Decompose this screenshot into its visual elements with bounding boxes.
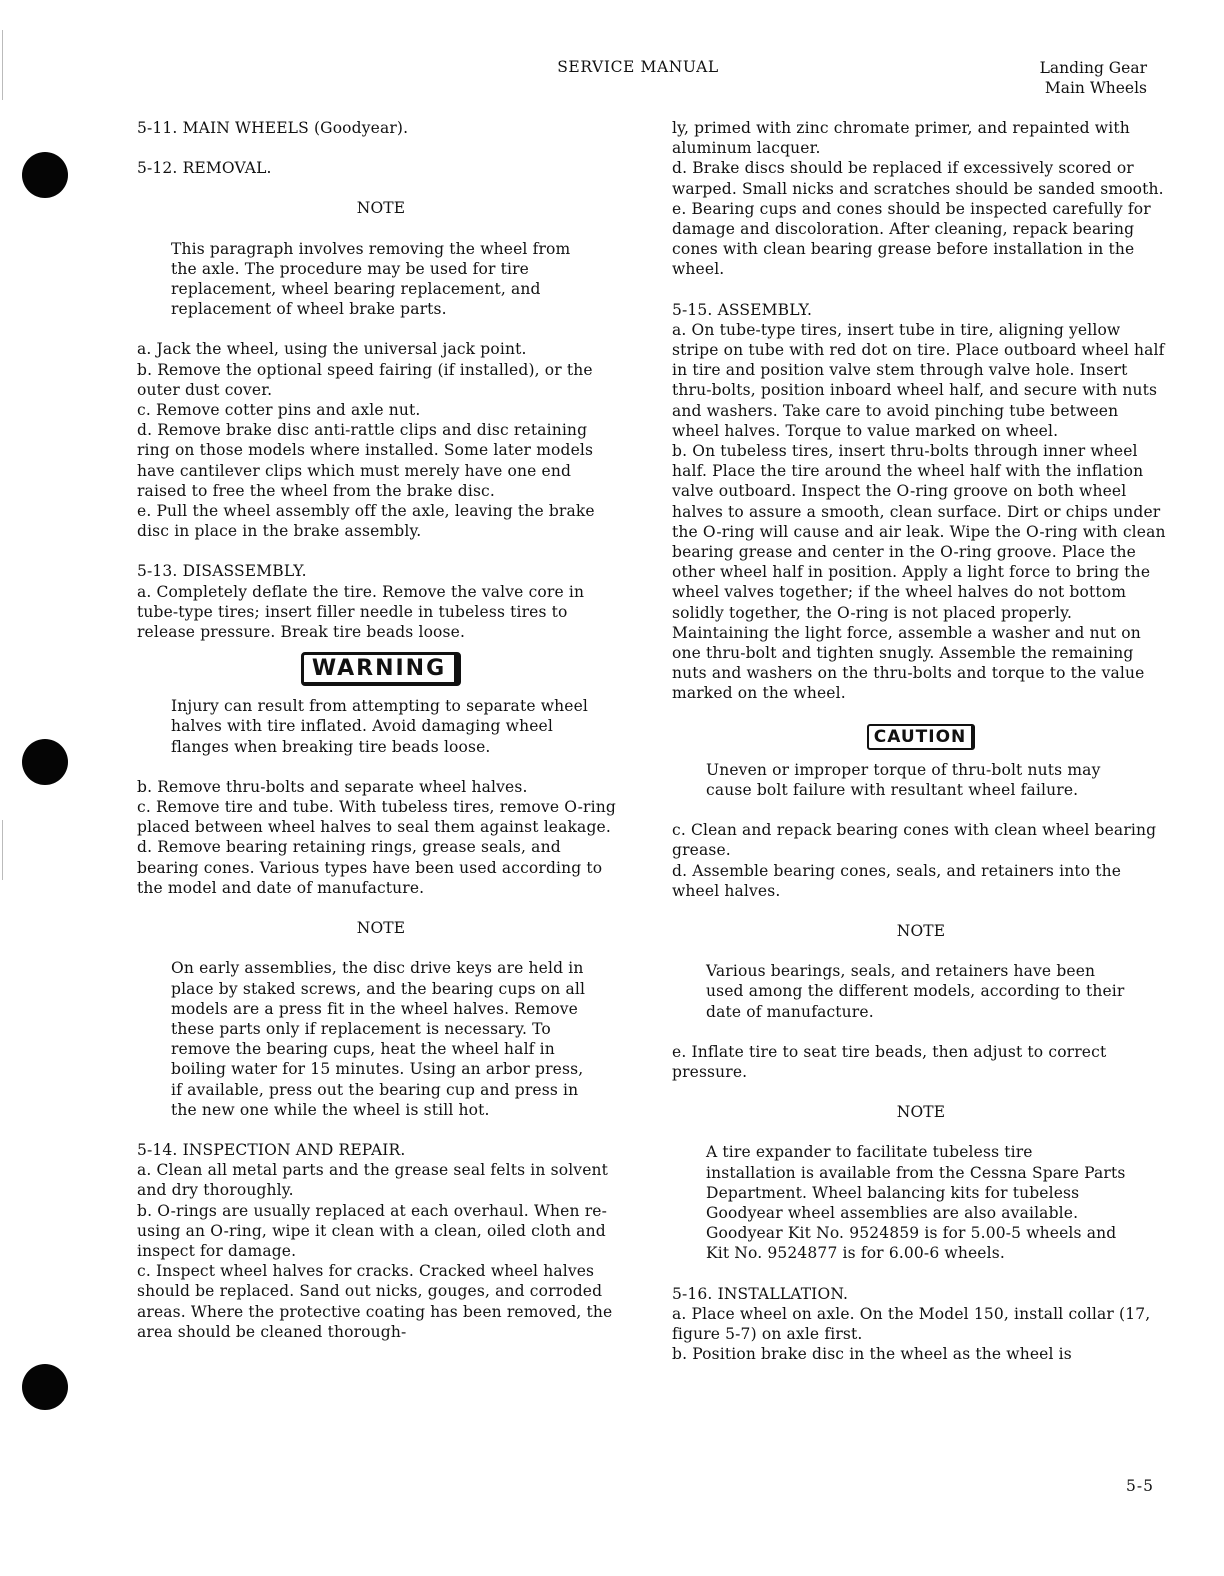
disassembly-step-d: d. Remove bearing retaining rings, grease seals, and bearing cones. Various types have been used according to the model and date of manufacture. xyxy=(137,838,603,897)
inspection-step-c-continued: ly, primed with zinc chromate primer, and repainted with aluminum lacquer. xyxy=(672,119,1130,158)
assembly-step-e: e. Inflate tire to seat tire beads, then adjust to correct pressure. xyxy=(672,1042,1107,1081)
caution-banner xyxy=(672,724,1170,750)
note-title: NOTE xyxy=(896,1103,946,1122)
note-body: A tire expander to facilitate tubeless tire installation is available from the Cessna Spare Parts Department. Wheel balancing kits for tubeless Goodyear wheel assemblies are also available. Goodyear Kit No. 9524859 is for 5.00-5 wheels and Kit No. 9524877 is for 6.00-6 wheels. xyxy=(706,1143,1126,1263)
assembly-step-c: c. Clean and repack bearing cones with clean wheel bearing grease. xyxy=(672,821,1157,860)
heading-5-12: 5-12. REMOVAL. xyxy=(137,159,272,178)
inspection-step-b: b. O-rings are usually replaced at each overhaul. When re-using an O-ring, wipe it clean with a clean, oiled cloth and inspect for damage. xyxy=(137,1201,607,1260)
binder-hole-middle xyxy=(22,739,68,785)
section-line-1: Landing Gear xyxy=(1039,59,1147,77)
section-line-2: Main Wheels xyxy=(1044,79,1147,97)
page-edge-mark xyxy=(2,820,3,880)
warning-label: WARNING xyxy=(301,652,461,686)
inspection-step-e: e. Bearing cups and cones should be inspected carefully for damage and discoloration. After cleaning, repack bearing cones with clean bearing grease before installation in the wheel. xyxy=(672,199,1151,279)
installation-step-b: b. Position brake disc in the wheel as the wheel is xyxy=(672,1345,1072,1364)
removal-step-c: c. Remove cotter pins and axle nut. xyxy=(137,401,421,420)
page-number: 5-5 xyxy=(1126,1477,1154,1495)
heading-5-14: 5-14. INSPECTION AND REPAIR. xyxy=(137,1140,406,1159)
note-title: NOTE xyxy=(896,921,946,940)
inspection-step-d: d. Brake discs should be replaced if excessively scored or warped. Small nicks and scratches should be sanded smooth. xyxy=(672,159,1164,198)
heading-5-13: 5-13. DISASSEMBLY. xyxy=(137,562,307,581)
caution-label: CAUTION xyxy=(867,724,976,750)
binder-hole-bottom xyxy=(22,1364,68,1410)
warning-banner xyxy=(137,652,625,686)
note-title: NOTE xyxy=(356,919,406,938)
caution-body: Uneven or improper torque of thru-bolt nuts may cause bolt failure with resultant wheel failure. xyxy=(706,760,1101,799)
left-column xyxy=(137,118,625,1342)
removal-step-b: b. Remove the optional speed fairing (if installed), or the outer dust cover. xyxy=(137,360,593,399)
inspection-step-c: c. Inspect wheel halves for cracks. Cracked wheel halves should be replaced. Sand out nicks, gouges, and corroded areas. Where the protective coating has been removed, the area should be cleaned thorough- xyxy=(137,1262,613,1341)
disassembly-step-c: c. Remove tire and tube. With tubeless tires, remove O-ring placed between wheel halves to seal them against leakage. xyxy=(137,798,616,837)
inspection-step-a: a. Clean all metal parts and the grease seal felts in solvent and dry thoroughly. xyxy=(137,1161,609,1200)
assembly-step-d: d. Assemble bearing cones, seals, and retainers into the wheel halves. xyxy=(672,861,1122,900)
note-body: This paragraph involves removing the wheel from the axle. The procedure may be used for tire replacement, wheel bearing replacement, and replacement of wheel brake parts. xyxy=(171,239,571,319)
warning-body: Injury can result from attempting to separate wheel halves with tire inflated. Avoid damaging wheel flanges when breaking tire beads loose. xyxy=(171,697,589,756)
binder-hole-top xyxy=(22,152,68,198)
disassembly-step-b: b. Remove thru-bolts and separate wheel halves. xyxy=(137,777,528,796)
assembly-step-a: a. On tube-type tires, insert tube in tire, aligning yellow stripe on tube with red dot on tire. Place outboard wheel half in tire and position valve stem through valve hole. Insert thru-bolts, position inboard wheel half, and secure with nuts and washers. Take care to avoid pinching tube between wheel halves. Torque to value marked on wheel. xyxy=(672,320,1165,440)
note-body: Various bearings, seals, and retainers have been used among the different models, according to their date of manufacture. xyxy=(706,962,1125,1021)
assembly-step-b: b. On tubeless tires, insert thru-bolts through inner wheel half. Place the tire around the wheel half with the inflation valve outboard. Inspect the O-ring groove on both wheel halves to assure a smooth, clean surface. Dirt or chips under the O-ring will cause and air leak. Wipe the O-ring with clean bearing grease and center in the O-ring groove. Place the other wheel half in position. Apply a light force to bring the wheel valves together; if the wheel halves do not bottom solidly together, the O-ring is not placed properly. Maintaining the light force, assemble a washer and nut on one thru-bolt and tighten snugly. Assemble the remaining nuts and washers on the thru-bolts and torque to the value marked on the wheel. xyxy=(672,442,1166,703)
disassembly-step-a: a. Completely deflate the tire. Remove the valve core in tube-type tires; insert filler needle in tubeless tires to release pressure. Break tire beads loose. xyxy=(137,582,585,642)
removal-step-d: d. Remove brake disc anti-rattle clips and disc retaining ring on those models where installed. Some later models have cantilever clips which must merely have one end raised to free the wheel from the brake disc. xyxy=(137,421,594,500)
heading-5-15: 5-15. ASSEMBLY. xyxy=(672,300,813,319)
manual-title: SERVICE MANUAL xyxy=(557,58,719,76)
removal-step-e: e. Pull the wheel assembly off the axle, leaving the brake disc in place in the brake assembly. xyxy=(137,502,595,541)
right-column xyxy=(672,118,1170,1364)
removal-step-a: a. Jack the wheel, using the universal jack point. xyxy=(137,340,527,359)
note-title: NOTE xyxy=(356,199,406,218)
note-body: On early assemblies, the disc drive keys are held in place by staked screws, and the bearing cups on all models are a press fit in the wheel halves. Remove these parts only if replacement is necessary. To remove the bearing cups, heat the wheel half in boiling water for 15 minutes. Using an arbor press, if available, press out the bearing cup and press in the new one while the wheel is still hot. xyxy=(171,959,586,1119)
heading-5-16: 5-16. INSTALLATION. xyxy=(672,1284,849,1303)
heading-5-11: 5-11. MAIN WHEELS (Goodyear). xyxy=(137,119,409,137)
installation-step-a: a. Place wheel on axle. On the Model 150, install collar (17, figure 5-7) on axle first. xyxy=(672,1304,1151,1343)
section-heading xyxy=(1040,58,1147,98)
